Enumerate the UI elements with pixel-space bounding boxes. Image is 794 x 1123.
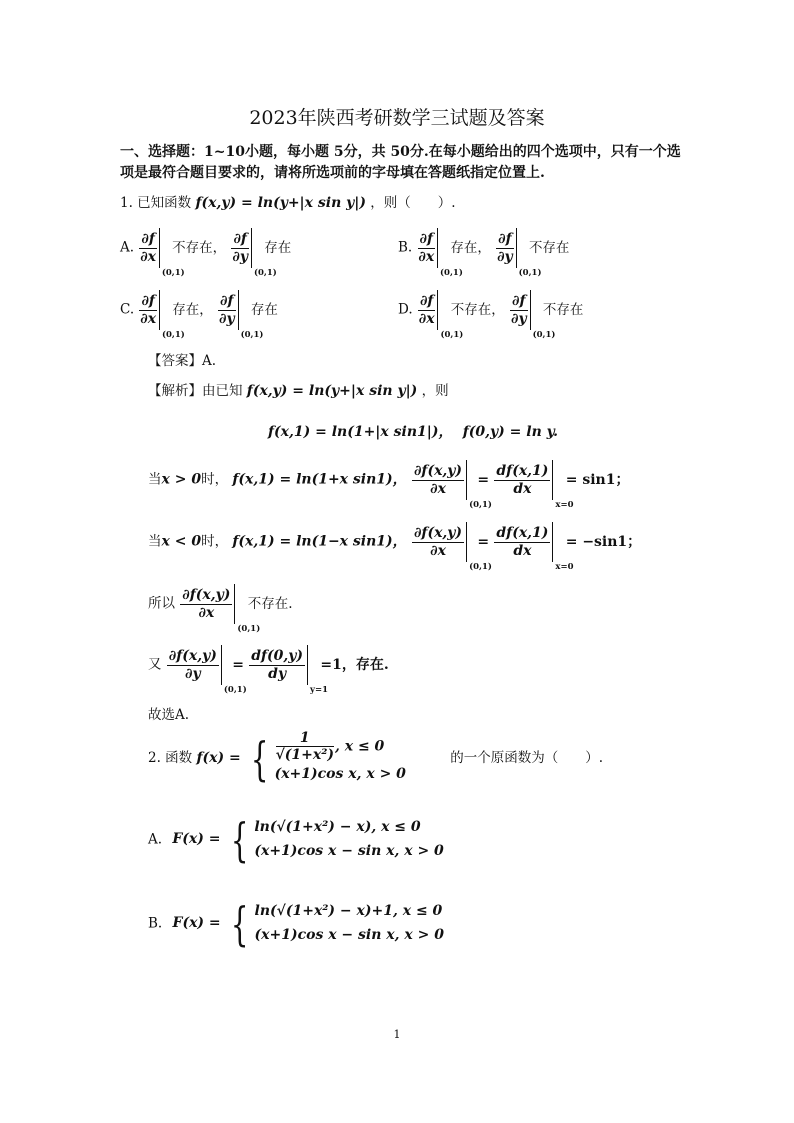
eval-bar: (0,1)	[437, 290, 438, 330]
option-b-text-1: 存在，	[450, 239, 491, 256]
eval-bar: (0,1)	[516, 228, 517, 268]
question-1-number: 1. 已知函数	[120, 195, 192, 211]
option-c-label: C.	[120, 301, 135, 318]
eval-bar: (0,1)	[159, 228, 160, 268]
option-b-text-2: 不存在	[528, 239, 570, 256]
eval-bar: (0,1)	[251, 228, 252, 268]
question-1-tail: ，则（ ）.	[370, 195, 456, 211]
question-2-stem: 2. 函数 f(x) = { $\frac{1}{\text{√(1+x²)}}$ , x ≤ 0 (x+1)cos x, x > 0 的一个原函数为（ ）.	[148, 730, 604, 786]
option-b-fx: $\frac{\partial f}{\partial x}$	[418, 231, 435, 265]
conclusion-line: 故选A.	[148, 707, 190, 723]
section-instructions-line1: 一、选择题：1~10小题，每小题 5分，共 50分.在每小题给出的四个选项中，只有一个选	[120, 144, 681, 160]
option-c-fx: $\frac{\partial f}{\partial x}$	[140, 293, 157, 327]
option-d-label: D.	[398, 301, 413, 318]
option-c-text-2: 存在	[250, 301, 278, 318]
page-number: 1	[393, 1028, 401, 1041]
eval-bar: (0,1)	[530, 290, 531, 330]
analysis-equation-1: f(x,1) = ln(1+|x sin1|)， f(0,y) = ln y.	[268, 424, 559, 440]
question-1-stem	[120, 191, 456, 211]
option-a-text-1: 不存在，	[172, 239, 227, 256]
question-2-option-a: A. F(x) = { ln(√(1+x²) − x), x ≤ 0 (x+1)cos x − sin x, x > 0	[148, 812, 444, 867]
question-2-number: 2. 函数	[148, 750, 193, 766]
option-a-text-2: 存在	[264, 239, 292, 256]
analysis-case-negative: 当x < 0时， f(x,1) = ln(1−x sin1)， $\frac{\partial f(x,y)}{\partial x}$ (0,1) = $\frac{df(x,1)}{dx}$ x=0 = −sin1；	[148, 522, 641, 562]
section-instructions-line2: 项是最符合题目要求的，请将所选项前的字母填在答题纸指定位置上.	[120, 165, 545, 181]
question-2-cases: $\frac{1}{\text{√(1+x²)}}$ , x ≤ 0 (x+1)cos x, x > 0	[274, 730, 406, 783]
analysis-so: 所以 $\frac{\partial f(x,y)}{\partial x}$ (0,1) 不存在.	[148, 584, 293, 624]
option-d-text-2: 不存在	[542, 301, 584, 318]
option-d	[398, 290, 584, 340]
option-d-fx: $\frac{\partial f}{\partial x}$	[418, 293, 435, 327]
question-2-option-b: B. F(x) = { ln(√(1+x²) − x)+1, x ≤ 0 (x+1)cos x − sin x, x > 0	[148, 896, 444, 951]
page-title: 2023年陕西考研数学三试题及答案	[249, 107, 545, 129]
analysis-line: 【解析】由已知 f(x,y) = ln(y+|x sin y|) ，则	[148, 383, 449, 399]
option-a-fy: $\frac{\partial f}{\partial y}$	[232, 231, 249, 265]
option-d-fy: $\frac{\partial f}{\partial y}$	[510, 293, 527, 327]
option-b	[398, 228, 570, 278]
option-c-fy: $\frac{\partial f}{\partial y}$	[218, 293, 235, 327]
answer-line: 【答案】A.	[148, 353, 217, 369]
analysis-case-positive: 当x > 0时， f(x,1) = ln(1+x sin1)， $\frac{\partial f(x,y)}{\partial x}$ (0,1) = $\frac{df(x,1)}{dx}$ x=0 = sin1；	[148, 460, 629, 500]
option-d-text-1: 不存在，	[450, 301, 505, 318]
option-b-label: B.	[398, 239, 413, 256]
question-1-function: f(x,y) = ln(y+|x sin y|)	[195, 195, 366, 211]
analysis-also: 又 $\frac{\partial f(x,y)}{\partial y}$ (0,1) = $\frac{df(0,y)}{dy}$ y=1 =1，存在.	[148, 645, 389, 685]
eval-bar: (0,1)	[238, 290, 239, 330]
option-b-fy: $\frac{\partial f}{\partial y}$	[497, 231, 513, 265]
option-a	[120, 228, 292, 278]
option-c	[120, 290, 278, 340]
eval-bar: (0,1)	[159, 290, 160, 330]
option-a-label: A.	[120, 239, 135, 256]
option-c-text-1: 存在，	[172, 301, 213, 318]
option-a-fx: $\frac{\partial f}{\partial x}$	[140, 231, 157, 265]
eval-bar: (0,1)	[437, 228, 438, 268]
